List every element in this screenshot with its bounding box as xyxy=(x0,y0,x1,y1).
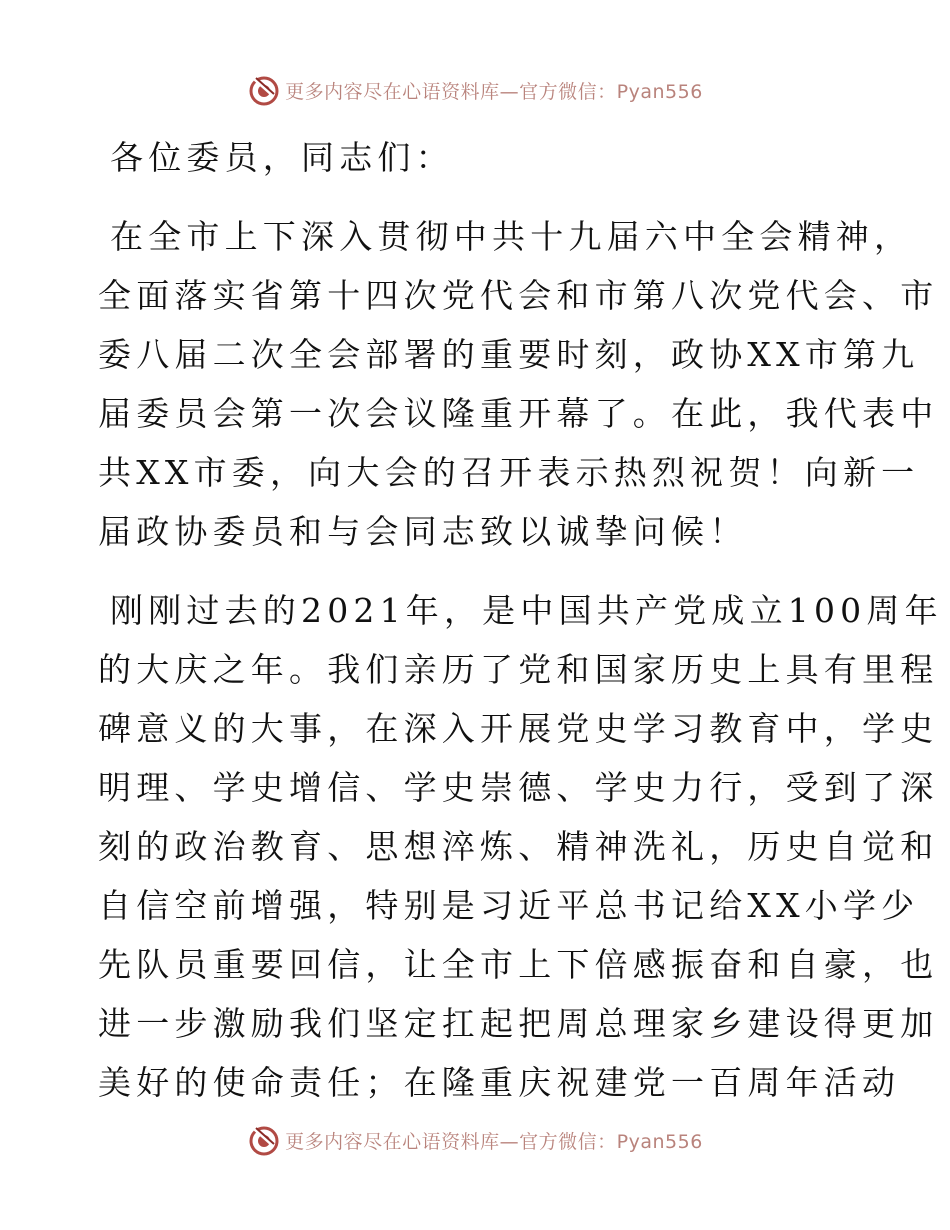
paragraph-line: 碑意义的大事，在深入开展党史学习教育中，学史 xyxy=(98,709,939,748)
paragraph-line: 刚刚过去的2021年，是中国共产党成立100周年 xyxy=(110,591,943,630)
document-body xyxy=(98,128,943,1112)
paragraph-line: 在全市上下深入贯彻中共十九届六中全会精神， xyxy=(110,217,913,256)
paragraph-line: 共XX市委，向大会的召开表示热烈祝贺！向新一 xyxy=(98,453,920,492)
paragraph-line: 先队员重要回信，让全市上下倍感振奋和自豪，也 xyxy=(98,945,939,984)
footer-watermark xyxy=(0,1120,950,1160)
seal-logo-icon xyxy=(247,73,281,107)
paragraph-line: 自信空前增强，特别是习近平总书记给XX小学少 xyxy=(98,886,920,925)
paragraph-line: 美好的使命责任；在隆重庆祝建党一百周年活动 xyxy=(98,1063,901,1102)
paragraph-line: 届委员会第一次会议隆重开幕了。在此，我代表中 xyxy=(98,394,939,433)
paragraph-line: 的大庆之年。我们亲历了党和国家历史上具有里程 xyxy=(98,650,939,689)
salutation: 各位委员，同志们： xyxy=(110,138,454,177)
paragraph-1 xyxy=(98,207,939,561)
watermark-text: 更多内容尽在心语资料库—官方微信：Pyan556 xyxy=(285,80,703,103)
paragraph-line: 委八届二次全会部署的重要时刻，政协XX市第九 xyxy=(98,335,920,374)
header-watermark xyxy=(0,70,950,110)
paragraph-line: 刻的政治教育、思想淬炼、精神洗礼，历史自觉和 xyxy=(98,827,939,866)
paragraph-2 xyxy=(98,581,943,1112)
paragraph-gap xyxy=(98,187,852,207)
paragraph-gap xyxy=(98,561,852,581)
paragraph-line: 届政协委员和与会同志致以诚挚问候！ xyxy=(98,512,748,551)
paragraph-line: 明理、学史增信、学史崇德、学史力行，受到了深 xyxy=(98,768,939,807)
paragraph-line: 进一步激励我们坚定扛起把周总理家乡建设得更加 xyxy=(98,1004,939,1043)
paragraph-line: 全面落实省第十四次党代会和市第八次党代会、市 xyxy=(98,276,939,315)
seal-logo-icon xyxy=(247,1123,281,1157)
watermark-text: 更多内容尽在心语资料库—官方微信：Pyan556 xyxy=(285,1130,703,1153)
